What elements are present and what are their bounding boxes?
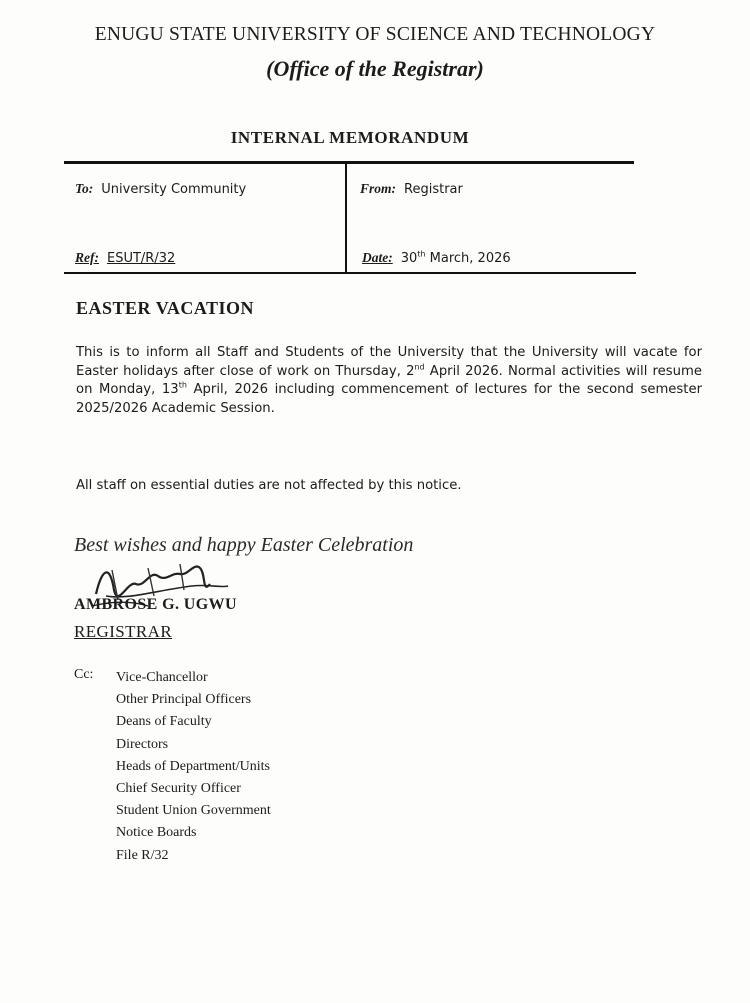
date-value bbox=[401, 251, 511, 266]
ref-value: ESUT/R/32 bbox=[107, 251, 176, 266]
cc-recipient: Notice Boards bbox=[116, 825, 197, 841]
cc-recipient: Student Union Government bbox=[116, 803, 271, 819]
ref-label: Ref: bbox=[75, 250, 99, 265]
body-paragraph-2: All staff on essential duties are not affected by this notice. bbox=[76, 478, 462, 493]
p1-part-c: April, 2026 including commencement of lectures for the second semester 2025/2026 Academic Session. bbox=[76, 382, 702, 416]
p1-sup-2: th bbox=[178, 380, 187, 390]
to-field bbox=[75, 181, 246, 197]
memo-subject: EASTER VACATION bbox=[76, 298, 255, 318]
memo-title: INTERNAL MEMORANDUM bbox=[230, 128, 470, 147]
cc-recipient: File R/32 bbox=[116, 847, 169, 863]
from-label: From: bbox=[360, 181, 397, 196]
to-label: To: bbox=[75, 181, 94, 196]
from-value: Registrar bbox=[404, 182, 463, 197]
signer-name: AMBROSE G. UGWU bbox=[74, 596, 237, 613]
p1-sup-1: nd bbox=[414, 362, 425, 372]
date-label: Date: bbox=[362, 250, 393, 265]
cc-recipient: Chief Security Officer bbox=[116, 781, 241, 797]
cc-recipient: Heads of Department/Units bbox=[116, 758, 270, 774]
date-field bbox=[362, 250, 511, 266]
from-field bbox=[360, 181, 463, 197]
to-value: University Community bbox=[101, 182, 247, 197]
institution-name: ENUGU STATE UNIVERSITY OF SCIENCE AND TECHNOLOGY bbox=[94, 24, 656, 45]
cc-recipient: Deans of Faculty bbox=[116, 714, 212, 730]
body-paragraph-1 bbox=[76, 344, 702, 418]
date-suffix: th bbox=[417, 249, 426, 259]
office-name: (Office of the Registrar) bbox=[266, 56, 484, 81]
ref-field bbox=[75, 250, 175, 266]
p1-part-b: April 2026. Normal activities will resume on Monday, 13 bbox=[76, 363, 702, 397]
signer-title: REGISTRAR bbox=[74, 622, 173, 641]
cc-recipient: Vice-Chancellor bbox=[116, 670, 208, 685]
date-day: 30 bbox=[400, 251, 418, 266]
closing-line: Best wishes and happy Easter Celebration bbox=[74, 534, 414, 556]
cc-recipient: Directors bbox=[116, 736, 169, 752]
memo-divider bbox=[345, 164, 347, 274]
cc-label: Cc: bbox=[74, 667, 94, 682]
memo-top-rule bbox=[64, 161, 634, 164]
memo-bottom-rule bbox=[64, 272, 636, 274]
cc-list bbox=[116, 667, 271, 867]
date-rest: March, 2026 bbox=[429, 251, 511, 266]
cc-recipient: Other Principal Officers bbox=[116, 692, 252, 708]
p1-part-a: This is to inform all Staff and Students of the University that the University will vacate for Easter holidays after close of work on Thursday, 2 bbox=[76, 345, 702, 379]
